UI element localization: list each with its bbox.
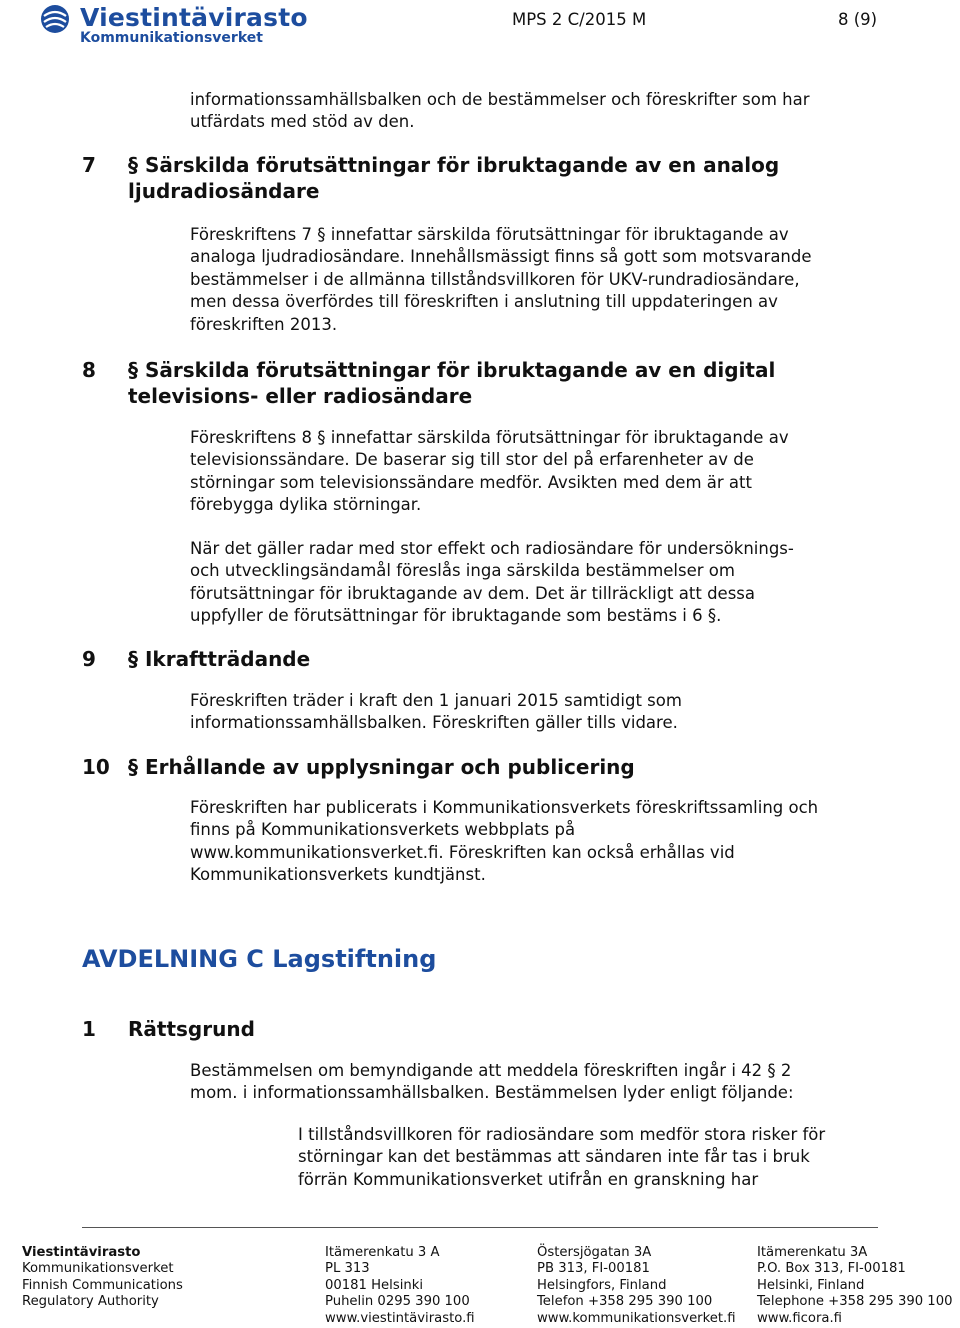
section-7-number: 7 <box>82 153 96 177</box>
heading-line: § Särskilda förutsättningar för ibruktagande av en analog <box>128 153 780 177</box>
rattsgrund-paragraph <box>190 1060 794 1105</box>
section-8-heading <box>128 357 775 409</box>
page-number: 8 (9) <box>838 10 878 29</box>
section-8-number: 8 <box>82 358 96 382</box>
section-9-number: 9 <box>82 647 96 671</box>
footer-line: Telephone +358 295 390 100 <box>757 1294 953 1310</box>
footer-column-finnish <box>325 1245 475 1327</box>
footer-line: Telefon +358 295 390 100 <box>537 1294 713 1310</box>
text-line: förebygga dylika störningar. <box>190 495 422 515</box>
footer-divider <box>82 1227 878 1228</box>
text-line: bestämmelser i de allmänna tillståndsvillkoren för UKV-rundradiosändare, <box>190 269 800 289</box>
footer-column-agency <box>22 1245 183 1311</box>
footer-link[interactable]: www.kommunikationsverket.fi <box>537 1310 736 1326</box>
text-line: uppfyller de förutsättningar för ibruktagande som bestäms i 6 §. <box>190 606 722 626</box>
footer-line: Puhelin 0295 390 100 <box>325 1294 470 1310</box>
footer-line: Itämerenkatu 3 A <box>325 1245 440 1260</box>
text-line: och utvecklingsändamål föreslås inga särskilda bestämmelser om <box>190 561 735 581</box>
text-line: utfärdats med stöd av den. <box>190 112 415 132</box>
text-line: mom. i informationssamhällsbalken. Bestämmelsen lyder enligt följande: <box>190 1083 794 1103</box>
text-line: Föreskriften träder i kraft den 1 januari 2015 samtidigt som <box>190 691 682 710</box>
heading-line: ljudradiosändare <box>128 179 320 203</box>
text-line: Bestämmelsen om bemyndigande att meddela föreskriften ingår i 42 § 2 <box>190 1061 792 1080</box>
text-line: Föreskriftens 7 § innefattar särskilda förutsättningar för ibruktagande av <box>190 225 789 244</box>
text-line: men dessa överfördes till föreskriften i anslutning till uppdateringen av <box>190 292 778 312</box>
section-7-paragraph <box>190 224 812 336</box>
heading-line: televisions- eller radiosändare <box>128 384 473 408</box>
footer-column-english <box>757 1245 952 1327</box>
footer-line: 00181 Helsinki <box>325 1277 424 1293</box>
avdelning-heading: AVDELNING C Lagstiftning <box>82 945 437 973</box>
section-10-paragraph <box>190 797 818 887</box>
section-8-paragraph-1 <box>190 427 789 517</box>
section-7-heading <box>128 152 779 204</box>
rattsgrund-heading: Rättsgrund <box>128 1017 255 1041</box>
footer-line: Itämerenkatu 3A <box>757 1245 868 1260</box>
text-line: analoga ljudradiosändare. Innehållsmässigt finns så gott som motsvarande <box>190 247 812 267</box>
footer-line: P.O. Box 313, FI-00181 <box>757 1261 906 1277</box>
text-line: informationssamhällsbalken. Föreskriften gäller tills vidare. <box>190 713 678 733</box>
footer-line: Helsingfors, Finland <box>537 1277 667 1293</box>
text-line: Föreskriftens 8 § innefattar särskilda förutsättningar för ibruktagande av <box>190 428 789 447</box>
section-9-paragraph <box>190 690 682 735</box>
footer-line: Östersjögatan 3A <box>537 1245 652 1260</box>
section-sign: § <box>128 647 138 671</box>
viestintavirasto-logo-icon <box>40 4 70 34</box>
section-8-paragraph-2 <box>190 538 794 628</box>
document-reference: MPS 2 C/2015 M <box>512 10 647 29</box>
footer-line: PB 313, FI-00181 <box>537 1261 650 1277</box>
text-line: förutsättningar för ibruktagande av dem. Det är tillräckligt att dessa <box>190 583 755 603</box>
text-line: När det gäller radar med stor effekt och radiosändare för undersöknings- <box>190 539 794 558</box>
section-sign: § <box>128 153 138 177</box>
footer-line: Finnish Communications <box>22 1277 183 1293</box>
section-10-number: 10 <box>82 755 110 779</box>
text-line: förrän Kommunikationsverket utifrån en granskning har <box>298 1169 759 1189</box>
section-sign: § <box>128 755 138 779</box>
footer-line: Viestintävirasto <box>22 1245 141 1260</box>
heading-line: § Särskilda förutsättningar för ibruktagande av en digital <box>128 358 776 382</box>
text-line: www.kommunikationsverket.fi. Föreskriften kan också erhållas vid <box>190 842 735 862</box>
section-sign: § <box>128 358 138 382</box>
text-line: störningar som televisionssändare medför. Avsikten med dem är att <box>190 472 752 492</box>
text-line: föreskriften 2013. <box>190 314 338 334</box>
text-line: störningar kan det bestämmas att sändaren inte får tas i bruk <box>298 1147 810 1167</box>
footer-line: Regulatory Authority <box>22 1294 159 1310</box>
footer-column-swedish <box>537 1245 736 1327</box>
text-line: I tillståndsvillkoren för radiosändare som medför stora risker för <box>298 1125 826 1144</box>
intro-paragraph <box>190 89 810 134</box>
footer-line: Kommunikationsverket <box>22 1261 174 1277</box>
rattsgrund-quote <box>298 1124 825 1191</box>
rattsgrund-number: 1 <box>82 1017 96 1041</box>
section-9-heading: § Ikraftträdande <box>128 647 311 671</box>
logo-subtitle: Kommunikationsverket <box>80 30 263 46</box>
text-line: Kommunikationsverkets kundtjänst. <box>190 865 486 885</box>
footer-link[interactable]: www.viestintävirasto.fi <box>325 1310 475 1326</box>
text-line: Föreskriften har publicerats i Kommunikationsverkets föreskriftssamling och <box>190 798 819 817</box>
footer-link[interactable]: www.ficora.fi <box>757 1310 842 1326</box>
footer-line: PL 313 <box>325 1261 370 1277</box>
logo-name: Viestintävirasto <box>80 3 308 32</box>
text-line: finns på Kommunikationsverkets webbplats på <box>190 820 576 840</box>
footer-line: Helsinki, Finland <box>757 1277 865 1293</box>
text-line: televisionssändare. De baserar sig till stor del på erfarenheter av de <box>190 450 754 470</box>
section-10-heading: § Erhållande av upplysningar och publicering <box>128 755 635 779</box>
text-line: informationssamhällsbalken och de bestämmelser och föreskrifter som har <box>190 90 810 109</box>
